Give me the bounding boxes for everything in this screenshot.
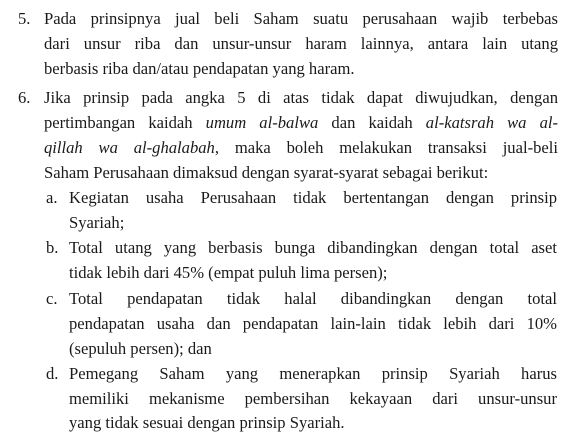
item-6-line-2-text-b: dan kaidah xyxy=(318,113,426,132)
item-5-line-1: Pada prinsipnya jual beli Saham suatu perusahaan wajib terbebas xyxy=(44,9,558,28)
item-6-number: 6. xyxy=(18,88,31,107)
item-6-italic-qillah: qillah wa al-ghalabah xyxy=(44,138,215,157)
sub-a-line-2: Syariah; xyxy=(69,213,125,232)
item-6-line-2-text-a: pertimbangan kaidah xyxy=(44,113,206,132)
sub-b-line-2: tidak lebih dari 45% (empat puluh lima persen); xyxy=(69,263,388,282)
sub-a-line-1: Kegiatan usaha Perusahaan tidak bertentangan dengan prinsip xyxy=(69,188,557,207)
item-5-line-2: dari unsur riba dan unsur-unsur haram lainnya, antara lain utang xyxy=(44,34,558,53)
sub-c-line-3: (sepuluh persen); dan xyxy=(69,339,212,358)
sub-a-letter: a. xyxy=(46,188,58,207)
item-5-line-3: berbasis riba dan/atau pendapatan yang haram. xyxy=(44,59,355,78)
sub-c-line-2: pendapatan usaha dan pendapatan lain-lain tidak lebih dari 10% xyxy=(69,314,557,333)
sub-d-line-3: yang tidak sesuai dengan prinsip Syariah. xyxy=(69,413,345,432)
item-6-line-2 xyxy=(44,111,558,136)
sub-d-letter: d. xyxy=(46,364,59,383)
item-5-number: 5. xyxy=(18,9,31,28)
sub-d-line-2: memiliki mekanisme pembersihan kekayaan dari unsur-unsur xyxy=(69,389,557,408)
sub-c-letter: c. xyxy=(46,289,58,308)
sub-c-line-1: Total pendapatan tidak halal dibandingkan dengan total xyxy=(69,289,557,308)
item-6-italic-umum-al-balwa: umum al-balwa xyxy=(205,113,319,132)
sub-b-line-1: Total utang yang berbasis bunga dibandingkan dengan total aset xyxy=(69,238,557,257)
item-6-italic-al-katsrah: al-katsrah wa al- xyxy=(425,113,558,132)
item-6-line-3 xyxy=(44,136,558,161)
sub-d-line-1: Pemegang Saham yang menerapkan prinsip Syariah harus xyxy=(69,364,557,383)
item-6-line-3-text: , maka boleh melakukan transaksi jual-beli xyxy=(214,138,558,157)
item-6-line-4: Saham Perusahaan dimaksud dengan syarat-syarat sebagai berikut: xyxy=(44,163,489,182)
item-6-line-1: Jika prinsip pada angka 5 di atas tidak dapat diwujudkan, dengan xyxy=(44,88,558,107)
sub-b-letter: b. xyxy=(46,238,59,257)
